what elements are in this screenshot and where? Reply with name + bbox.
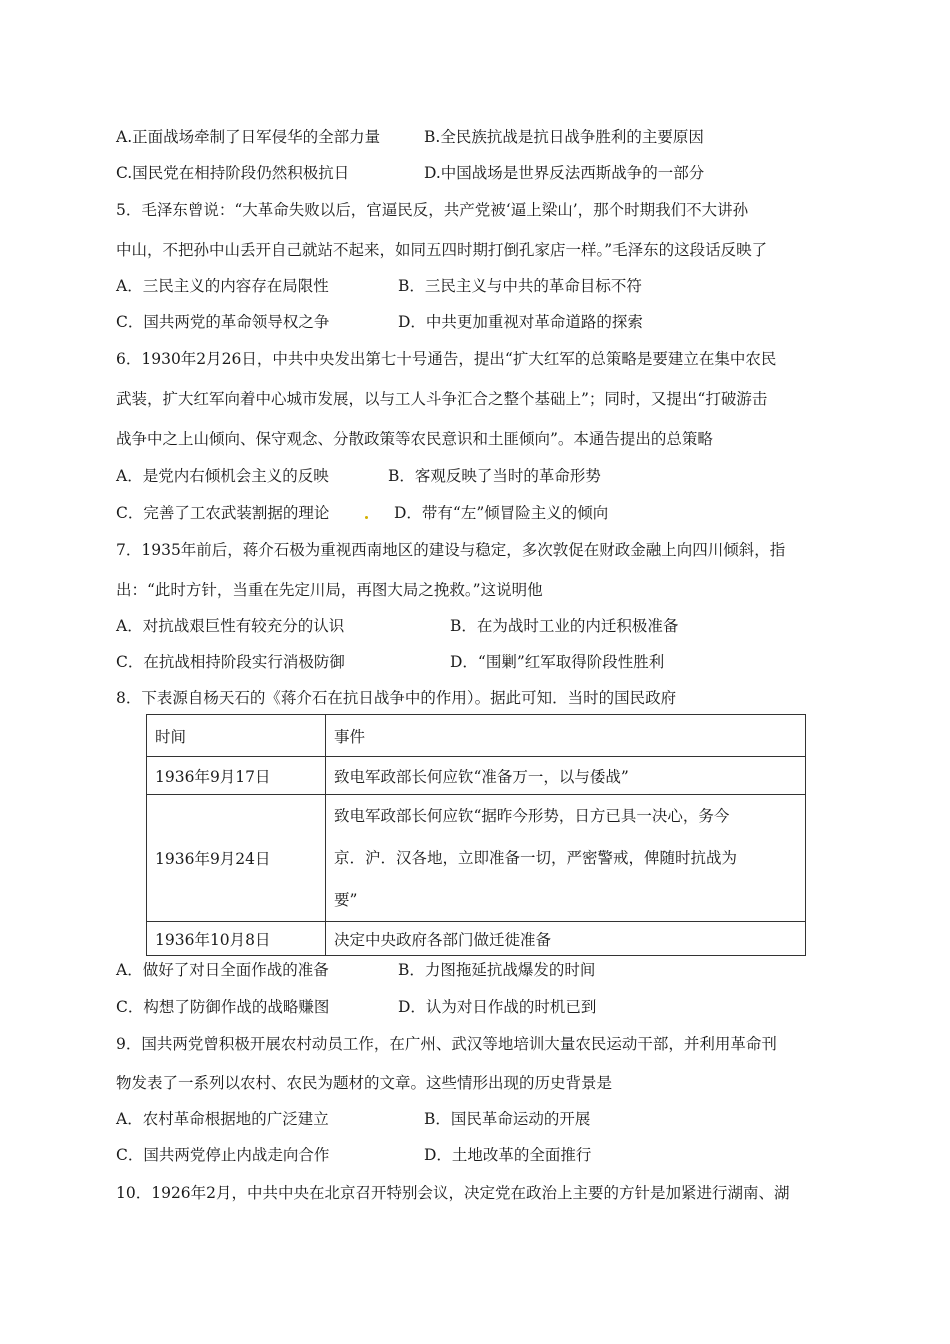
table-cell-event-line: 致电军政部长何应钦“据昨今形势，日方已具一决心，务今 [334,807,730,825]
q6-option-d: D．带有“左”倾冒险主义的倾向 [394,504,609,522]
q9-stem-line1: 9．国共两党曾积极开展农村动员工作，在广州、武汉等地培训大量农民运动干部，并利用革命刊 [116,1035,777,1053]
q4-option-d: D.中国战场是世界反法西斯战争的一部分 [424,164,705,182]
q10-stem-line1: 10．1926年2月，中共中央在北京召开特别会议，决定党在政治上主要的方针是加紧进行湖南、湖 [116,1184,790,1202]
q6-stem-line1: 6．1930年2月26日，中共中央发出第七十号通告，提出“扩大红军的总策略是要建立在集中农民 [116,350,777,368]
table-cell-event-line: 京．沪．汉各地，立即准备一切，严密警戒，俾随时抗战为 [334,849,738,867]
table-cell-event [326,795,806,922]
q6-stem-line2: 武装，扩大红军向着中心城市发展，以与工人斗争汇合之整个基础上”；同时，又提出“打破游击 [116,390,768,408]
q6-option-a: A．是党内右倾机会主义的反映 [116,467,329,485]
q6-stem-line3: 战争中之上山倾向、保守观念、分散政策等农民意识和土匪倾向”。本通告提出的总策略 [116,430,713,448]
table-row [147,795,806,922]
q4-option-c: C.国民党在相持阶段仍然积极抗日 [116,164,350,182]
q5-option-d: D．中共更加重视对革命道路的探索 [398,313,643,331]
q6-option-b: B．客观反映了当时的革命形势 [388,467,601,485]
q5-option-a: A．三民主义的内容存在局限性 [116,277,329,295]
q8-option-a: A．做好了对日全面作战的准备 [116,961,329,979]
q7-option-a: A．对抗战艰巨性有较充分的认识 [116,617,345,635]
table-cell-event-line: 要” [334,891,358,909]
q5-stem-line1: 5．毛泽东曾说：“大革命失败以后，官逼民反，共产党被‘逼上梁山’，那个时期我们不大讲孙 [116,201,749,219]
q7-stem-line1: 7．1935年前后，蒋介石极为重视西南地区的建设与稳定，多次敦促在财政金融上向四川倾斜，指 [116,541,786,559]
table-row [147,757,806,795]
q5-option-b: B．三民主义与中共的革命目标不符 [398,277,642,295]
q4-option-a: A.正面战场牵制了日军侵华的全部力量 [116,128,381,146]
q5-stem-line2: 中山，不把孙中山丢开自己就站不起来，如同五四时期打倒孔家店一样。”毛泽东的这段话反映了 [116,241,768,259]
q7-option-b: B．在为战时工业的内迁积极准备 [450,617,679,635]
table-cell-time: 1936年10月8日 [147,922,326,956]
q8-option-d: D．认为对日作战的时机已到 [398,998,597,1016]
q7-stem-line2: 出：“此时方针，当重在先定川局，再图大局之挽救。”这说明他 [116,581,543,599]
table-cell-time: 1936年9月24日 [147,795,326,922]
q5-option-c: C．国共两党的革命领导权之争 [116,313,330,331]
table-header-row [147,715,806,757]
q9-option-a: A．农村革命根据地的广泛建立 [116,1110,329,1128]
events-table [146,714,806,956]
table-cell-time: 1936年9月17日 [147,757,326,795]
stray-mark [365,516,368,519]
q8-option-c: C．构想了防御作战的战略赚图 [116,998,330,1016]
q7-option-c: C．在抗战相持阶段实行消极防御 [116,653,345,671]
q4-option-b: B.全民族抗战是抗日战争胜利的主要原因 [424,128,704,146]
q7-option-d: D．“围剿”红军取得阶段性胜利 [450,653,665,671]
q6-option-c: C．完善了工农武装割据的理论 [116,504,330,522]
q9-option-c: C．国共两党停止内战走向合作 [116,1146,330,1164]
q8-stem-line1: 8．下表源自杨天石的《蒋介石在抗日战争中的作用）。据此可知．当时的国民政府 [116,689,677,707]
table-row [147,922,806,956]
q9-option-b: B．国民革命运动的开展 [424,1110,591,1128]
table-header-event: 事件 [326,715,806,757]
table-cell-event: 致电军政部长何应钦“准备万一，以与倭战” [326,757,806,795]
table-cell-event: 决定中央政府各部门做迁徙准备 [326,922,806,956]
q8-option-b: B．力图拖延抗战爆发的时间 [398,961,596,979]
table-header-time: 时间 [147,715,326,757]
q9-stem-line2: 物发表了一系列以农村、农民为题材的文章。这些情形出现的历史背景是 [116,1074,613,1092]
q9-option-d: D．土地改革的全面推行 [424,1146,592,1164]
